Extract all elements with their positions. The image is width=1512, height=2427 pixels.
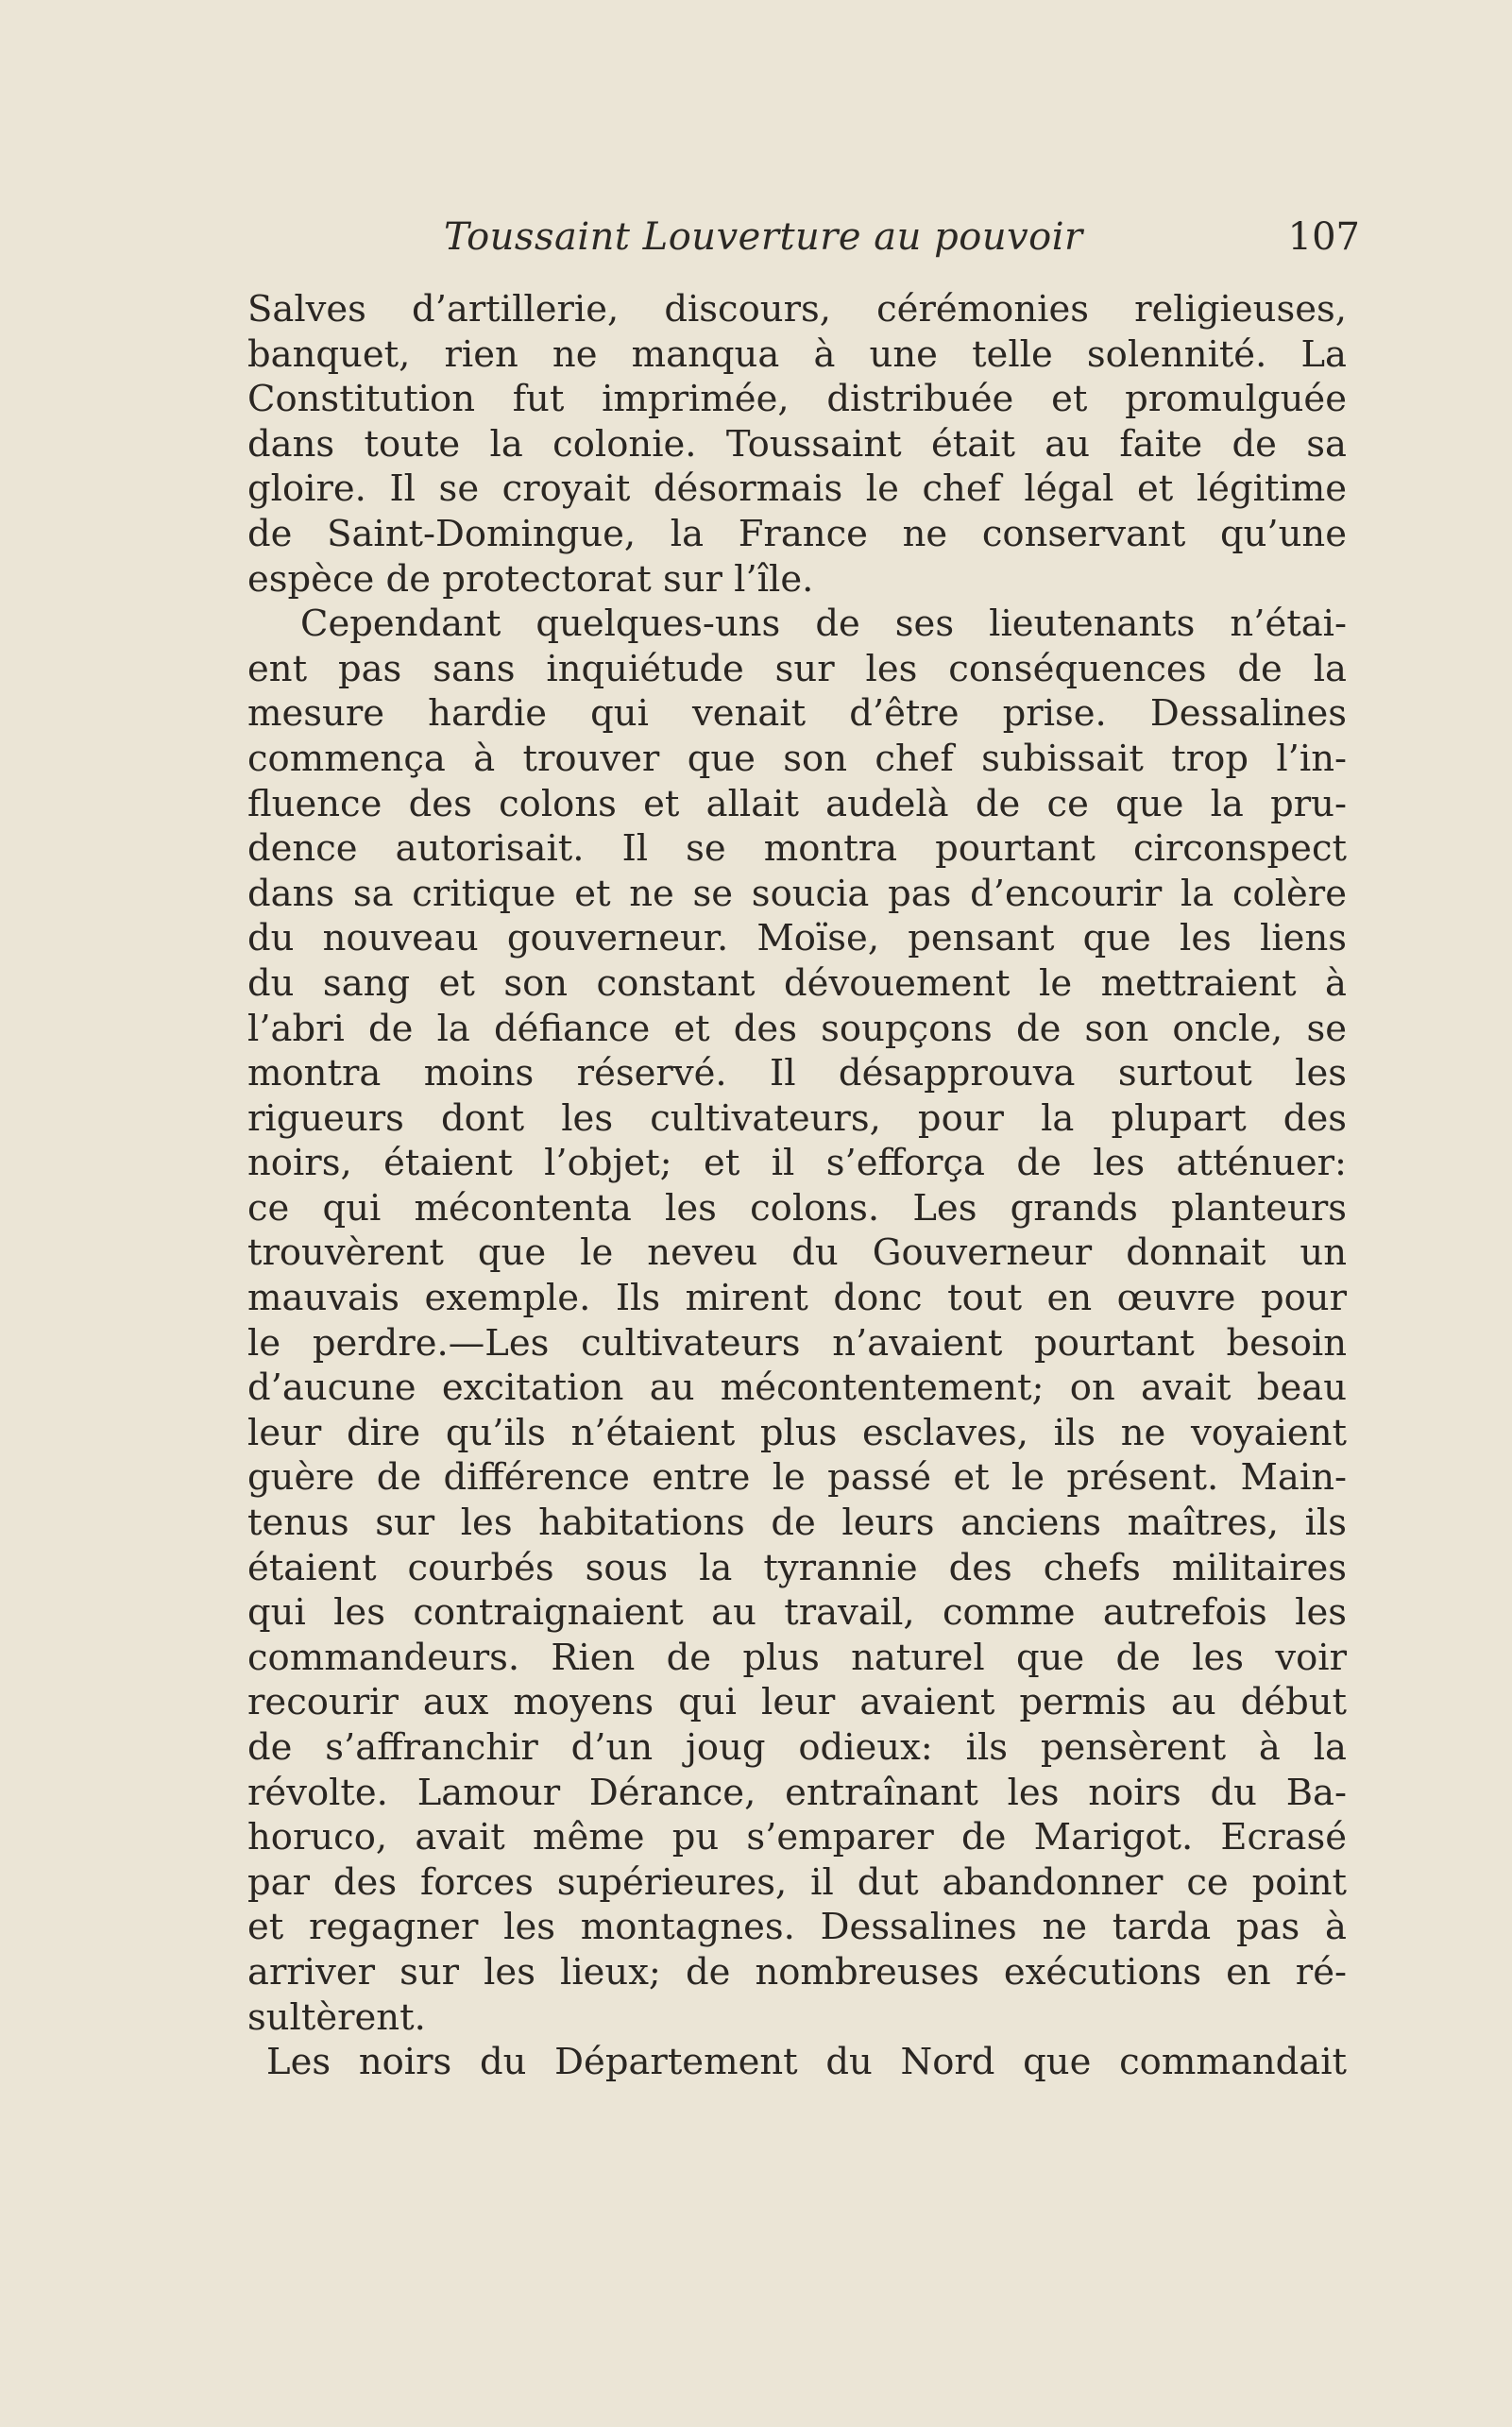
text-line-12: fluence des colons et allait audelà de ce que la pru- — [247, 782, 1347, 825]
text-line-27: guère de différence entre le passé et le présent. Main- — [247, 1456, 1347, 1500]
text-line-11: commença à trouver que son chef subissait trop l’in- — [247, 737, 1347, 780]
text-line-6: de Saint-Domingue, la France ne conservant qu’une — [247, 512, 1347, 555]
text-line-23: mauvais exemple. Ils mirent donc tout en œuvre pour — [247, 1277, 1347, 1320]
page-number: 107 — [1287, 215, 1360, 259]
text-line-4: dans toute la colonie. Toussaint était au faite de sa — [247, 422, 1347, 466]
text-line-22: trouvèrent que le neveu du Gouverneur donnait un — [247, 1231, 1347, 1275]
text-line-26: leur dire qu’ils n’étaient plus esclaves, ils ne voyaient — [247, 1411, 1347, 1454]
text-line-16: du sang et son constant dévouement le mettraient à — [247, 961, 1347, 1005]
text-line-24: le perdre.—Les cultivateurs n’avaient pourtant besoin — [247, 1321, 1347, 1365]
text-line-34: révolte. Lamour Dérance, entraînant les noirs du Ba- — [247, 1771, 1347, 1814]
text-line-3: Constitution fut imprimée, distribuée et promulguée — [247, 378, 1347, 421]
text-line-18: montra moins réservé. Il désapprouva surtout les — [247, 1052, 1347, 1095]
text-line-2: banquet, rien ne manqua à une telle solennité. La — [247, 332, 1347, 376]
text-line-7: espèce de protectorat sur l’île. — [247, 557, 814, 601]
text-line-9: ent pas sans inquiétude sur les conséquences de la — [247, 647, 1347, 690]
text-line-19: rigueurs dont les cultivateurs, pour la plupart des — [247, 1096, 1347, 1140]
text-line-1: Salves d’artillerie, discours, cérémonies religieuses, — [247, 288, 1347, 331]
text-line-40: Les noirs du Département du Nord que commandait — [266, 2041, 1347, 2084]
text-line-33: de s’affranchir d’un joug odieux: ils pensèrent à la — [247, 1726, 1347, 1769]
text-line-39: sultèrent. — [247, 1995, 426, 2039]
running-title: Toussaint Louverture au pouvoir — [444, 215, 1083, 259]
text-line-25: d’aucune excitation au mécontentement; on avait beau — [247, 1366, 1347, 1410]
body-text — [247, 287, 1347, 2085]
text-line-13: dence autorisait. Il se montra pourtant circonspect — [247, 827, 1347, 871]
text-line-30: qui les contraignaient au travail, comme autrefois les — [247, 1591, 1347, 1635]
text-line-31: commandeurs. Rien de plus naturel que de les voir — [247, 1636, 1347, 1679]
text-line-17: l’abri de la défiance et des soupçons de son oncle, se — [247, 1007, 1347, 1050]
text-line-38: arriver sur les lieux; de nombreuses exécutions en ré- — [247, 1950, 1347, 1994]
text-line-10: mesure hardie qui venait d’être prise. Dessalines — [247, 692, 1347, 736]
text-line-8: Cependant quelques-uns de ses lieutenants n’étai- — [300, 603, 1347, 646]
text-line-36: par des forces supérieures, il dut abandonner ce point — [247, 1860, 1347, 1904]
text-line-37: et regagner les montagnes. Dessalines ne tarda pas à — [247, 1906, 1347, 1949]
text-line-35: horuco, avait même pu s’emparer de Marigot. Ecrasé — [247, 1816, 1347, 1859]
text-line-28: tenus sur les habitations de leurs anciens maîtres, ils — [247, 1502, 1347, 1545]
text-line-5: gloire. Il se croyait désormais le chef légal et légitime — [247, 467, 1347, 511]
text-line-20: noirs, étaient l’objet; et il s’efforça de les atténuer: — [247, 1142, 1347, 1185]
text-line-14: dans sa critique et ne se soucia pas d’encourir la colère — [247, 872, 1347, 915]
text-line-21: ce qui mécontenta les colons. Les grands planteurs — [247, 1186, 1347, 1230]
text-line-32: recourir aux moyens qui leur avaient permis au début — [247, 1681, 1347, 1724]
text-line-15: du nouveau gouverneur. Moïse, pensant que les liens — [247, 917, 1347, 960]
text-line-29: étaient courbés sous la tyrannie des chefs militaires — [247, 1546, 1347, 1589]
running-head — [444, 215, 1360, 272]
